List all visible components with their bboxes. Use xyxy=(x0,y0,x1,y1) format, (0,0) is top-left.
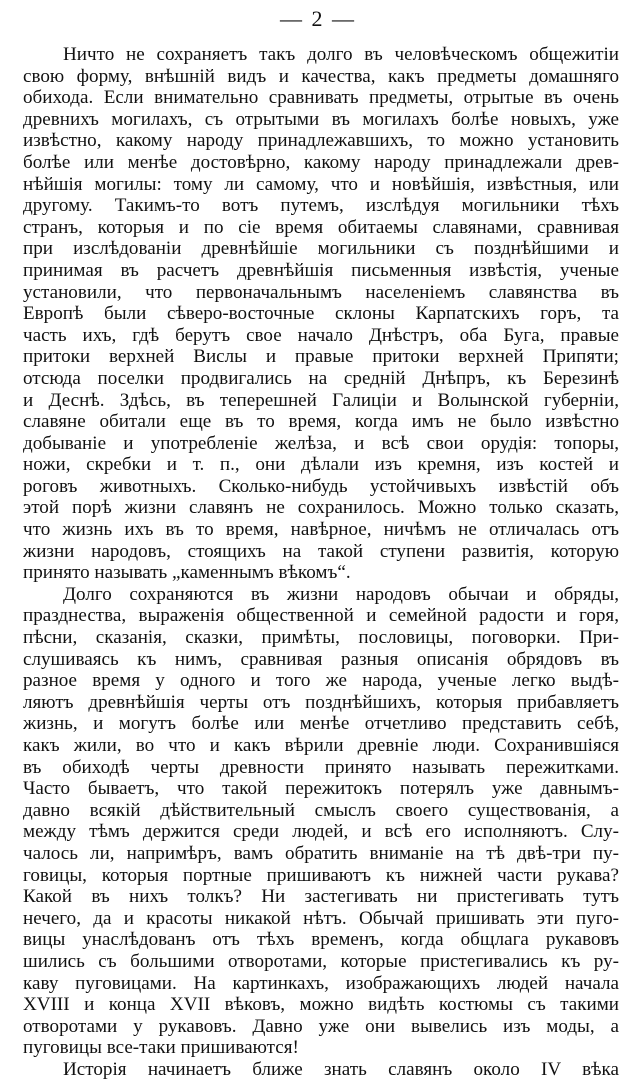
text-line: Исторія начинаетъ ближе знать славянъ около IV вѣка xyxy=(63,1058,619,1080)
page-number: — 2 — xyxy=(280,6,356,31)
text-line: Часто бываетъ, что такой пережитокъ потерялъ уже давнымъ- xyxy=(23,778,619,800)
text-line: отсюда поселки продвигались на средній Днѣпръ, къ Березинѣ xyxy=(23,367,619,389)
text-line: и Деснѣ. Здѣсь, въ теперешней Галиціи и Волынской губерніи, xyxy=(23,389,619,411)
paragraph xyxy=(23,44,619,584)
text-line: установили, что первоначальнымъ населеніемъ славянства въ xyxy=(23,281,619,303)
text-line: этой порѣ жизни славянъ не сохранилось. Можно только сказать, xyxy=(23,497,619,519)
text-line: жизнь, и могутъ болѣе или менѣе отчетливо представить себѣ, xyxy=(23,713,619,735)
text-line: чалось ли, напримѣръ, вамъ обратить вниманіе на тѣ двѣ-три пу- xyxy=(23,842,619,864)
text-line: между тѣмъ держится среди людей, и всѣ его исполняютъ. Слу- xyxy=(23,821,619,843)
text-line: давно всякій дѣйствительный смыслъ своего существованія, а xyxy=(23,799,619,821)
text-line: празднества, выраженія общественной и семейной радости и горя, xyxy=(23,605,619,627)
text-line: принято называть „каменнымъ вѣкомъ“. xyxy=(23,562,351,584)
text-line: болѣе или менѣе достовѣрно, какому народу принадлежали древ- xyxy=(23,151,619,173)
text-line: разное время у одного и того же народа, ученые легко выдѣ- xyxy=(23,670,619,692)
text-line: отворотами у рукавовъ. Давно уже они вывелись изъ моды, а xyxy=(23,1015,619,1037)
text-line: нечего, да и красоты никакой нѣтъ. Обычай пришивать эти пуго- xyxy=(23,907,619,929)
text-line: пуговицы все-таки пришиваются! xyxy=(23,1037,299,1059)
text-line: ножи, скребки и т. п., они дѣлали изъ кремня, изъ костей и xyxy=(23,454,619,476)
text-line: при изслѣдованіи древнѣйшіе могильники съ позднѣйшими и xyxy=(23,238,619,260)
text-line: древнихъ могилахъ, съ отрытыми въ могилахъ болѣе новыхъ, уже xyxy=(23,108,619,130)
text-line: ляютъ древнѣйшія черты отъ позднѣйшихъ, которыя прибавляетъ xyxy=(23,691,619,713)
text-line: какъ жили, во что и какъ вѣрили древніе люди. Сохранившіяся xyxy=(23,735,619,756)
text-line: притоки верхней Вислы и правые притоки верхней Припяти; xyxy=(23,346,619,368)
text-line: Европѣ были сѣверо-восточные склоны Карпатскихъ горъ, та xyxy=(23,303,619,325)
paragraph xyxy=(23,1059,619,1081)
text-line: говицы, которыя портные пришиваютъ къ нижней части рукава? xyxy=(23,864,619,886)
text-line: извѣстно, какому народу принадлежавшихъ, то можно установить xyxy=(23,130,619,152)
text-line: въ обиходѣ черты древности принято называть пережитками. xyxy=(23,756,619,778)
body-text xyxy=(23,44,619,1081)
text-line: роговъ животныхъ. Сколько-нибудь устойчивыхъ извѣстій объ xyxy=(23,475,619,497)
text-line: добываніе и употребленіе желѣза, и всѣ свои орудія: топоры, xyxy=(23,432,619,454)
paragraph xyxy=(23,584,619,1059)
text-line: пѣсни, сказанія, сказки, примѣты, пословицы, поговорки. При- xyxy=(23,627,619,649)
text-line: жизни народовъ, стоящихъ на такой ступени развитія, которую xyxy=(23,540,619,562)
text-line: Долго сохраняются въ жизни народовъ обычаи и обряды, xyxy=(63,583,619,605)
text-line: слушиваясь къ нимъ, сравнивая разныя описанія обрядовъ въ xyxy=(23,648,619,670)
text-line: что жизнь ихъ въ то время, навѣрное, ничѣмъ не отличалась отъ xyxy=(23,519,619,541)
text-line: шились съ большими отворотами, которые пристегивались къ ру- xyxy=(23,950,619,972)
text-line: славяне обитали еще въ то время, когда имъ не было извѣстно xyxy=(23,411,619,433)
text-line: нѣйшія могилы: тому ли самому, что и новѣйшія, извѣстныя, или xyxy=(23,173,619,195)
text-line: каву пуговицами. На картинкахъ, изображающихъ людей начала xyxy=(23,972,619,994)
text-line: часть ихъ, гдѣ берутъ свое начало Днѣстръ, оба Буга, правые xyxy=(23,324,619,346)
text-line: странъ, которыя и по сіе время обитаемы славянами, сравнивая xyxy=(23,216,619,238)
text-line: Какой въ нихъ толкъ? Ни застегивать ни пристегивать тутъ xyxy=(23,886,619,908)
text-line: XVIII и конца XVII вѣковъ, можно видѣть костюмы съ такими xyxy=(23,994,619,1016)
text-line: Ничто не сохраняетъ такъ долго въ человѣческомъ общежитіи xyxy=(63,44,619,65)
text-line: свою форму, внѣшній видъ и качества, какъ предметы домашняго xyxy=(23,65,619,87)
text-line: обихода. Если внимательно сравнивать предметы, отрытые въ очень xyxy=(23,87,619,109)
text-line: вицы унаслѣдованъ отъ тѣхъ временъ, когда общлага рукавовъ xyxy=(23,929,619,951)
text-line: принимая въ расчетъ древнѣйшія письменныя извѣстія, ученые xyxy=(23,259,619,281)
text-line: другому. Такимъ-то вотъ путемъ, изслѣдуя могильники тѣхъ xyxy=(23,195,619,217)
